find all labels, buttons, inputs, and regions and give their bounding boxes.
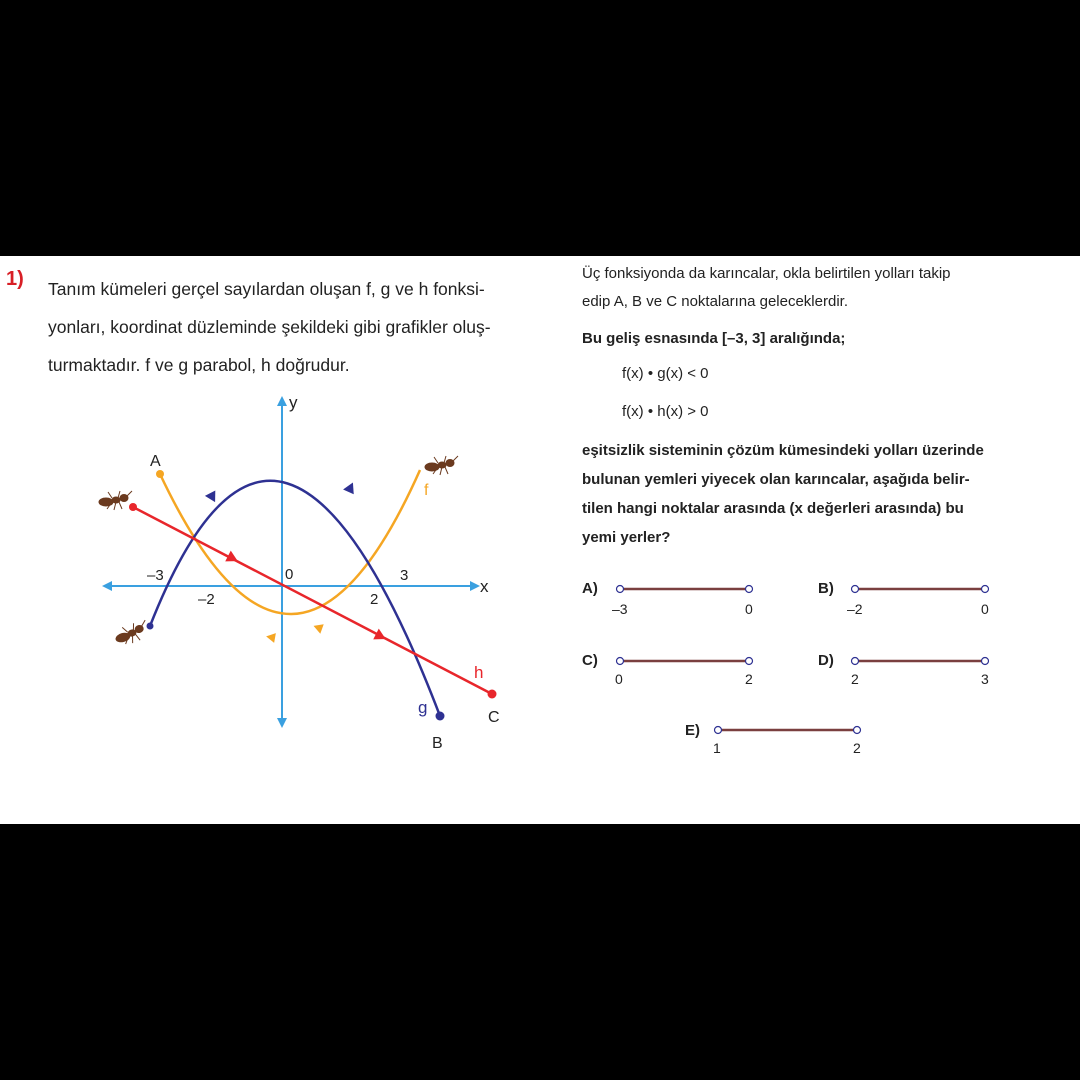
point-c-dot: [488, 690, 497, 699]
interval-sentence: Bu geliş esnasında [–3, 3] aralığında;: [582, 330, 846, 347]
open-endpoint: [617, 586, 624, 593]
question-sheet: [0, 256, 1080, 824]
question-stem: [48, 270, 558, 384]
x-tick-label: 3: [400, 567, 409, 584]
endpoint-from: 0: [615, 671, 623, 687]
open-endpoint: [746, 658, 753, 665]
option-d[interactable]: [818, 652, 989, 687]
closing-line: bulunan yemleri yiyecek olan karıncalar, aşağıda belir-: [582, 471, 970, 488]
closing-line: eşitsizlik sisteminin çözüm kümesindeki yolları üzerinde: [582, 442, 984, 459]
axis-x-label: x: [480, 577, 489, 596]
closing-line: tilen hangi noktalar arasında (x değerleri arasında) bu: [582, 500, 964, 517]
open-endpoint: [746, 586, 753, 593]
stem-line: turmaktadır. f ve g parabol, h doğrudur.: [48, 355, 350, 375]
function-graph: [80, 381, 520, 761]
inequality-2: f(x) • h(x) > 0: [622, 403, 709, 420]
question-number: 1): [6, 268, 24, 290]
option-c[interactable]: [582, 652, 753, 687]
endpoint-from: 2: [851, 671, 859, 687]
g-arrow-2: [343, 483, 359, 498]
open-endpoint: [982, 658, 989, 665]
option-a[interactable]: [582, 580, 753, 617]
x-tick-label: –2: [198, 591, 215, 608]
inequality-1: f(x) • g(x) < 0: [622, 365, 709, 382]
ant-icon: [425, 456, 458, 475]
endpoint-to: 2: [853, 740, 861, 756]
point-a-dot: [156, 470, 164, 478]
line-h: [133, 507, 492, 694]
axis-y-label: y: [289, 393, 298, 412]
intro-line: Üç fonksiyonda da karıncalar, okla belirtilen yolları takip: [582, 265, 951, 282]
option-letter: A): [582, 580, 598, 597]
option-letter: E): [685, 722, 700, 739]
open-endpoint: [852, 658, 859, 665]
endpoint-from: –2: [847, 601, 863, 617]
closing-text: [582, 436, 1062, 552]
g-start-dot: [147, 623, 154, 630]
ant-icon: [99, 491, 132, 510]
option-letter: B): [818, 580, 834, 597]
f-arrow-2: [312, 621, 324, 633]
curve-f-label: f: [424, 482, 429, 499]
stem-line: Tanım kümeleri gerçel sayılardan oluşan f, g ve h fonksi-: [48, 279, 485, 299]
open-endpoint: [617, 658, 624, 665]
f-arrow-1: [265, 632, 276, 643]
ant-icon: [113, 620, 150, 647]
question-continuation: [582, 260, 1062, 552]
endpoint-to: 2: [745, 671, 753, 687]
endpoint-from: –3: [612, 601, 628, 617]
open-endpoint: [715, 727, 722, 734]
g-arrow-1: [205, 487, 220, 502]
option-letter: D): [818, 652, 834, 669]
open-endpoint: [854, 727, 861, 734]
closing-line: yemi yerler?: [582, 529, 671, 546]
option-letter: C): [582, 652, 598, 669]
option-b[interactable]: [818, 580, 989, 617]
option-e[interactable]: [685, 722, 861, 756]
h-arrow-1: [225, 551, 240, 567]
x-tick-label: 2: [370, 591, 379, 608]
point-c-label: C: [488, 709, 500, 726]
intro-line: edip A, B ve C noktalarına geleceklerdir.: [582, 293, 848, 310]
open-endpoint: [852, 586, 859, 593]
endpoint-from: 1: [713, 740, 721, 756]
open-endpoint: [982, 586, 989, 593]
answer-options: [570, 566, 1010, 766]
stem-line: yonları, koordinat düzleminde şekildeki gibi grafikler oluş-: [48, 317, 491, 337]
h-start-dot: [129, 503, 137, 511]
endpoint-to: 0: [981, 601, 989, 617]
point-b-label: B: [432, 735, 443, 752]
endpoint-to: 0: [745, 601, 753, 617]
origin-label: 0: [285, 566, 294, 583]
curve-g-label: g: [418, 698, 428, 717]
endpoint-to: 3: [981, 671, 989, 687]
h-arrow-2: [373, 629, 388, 645]
point-a-label: A: [150, 453, 161, 470]
line-h-label: h: [474, 663, 484, 682]
x-tick-label: –3: [147, 567, 164, 584]
point-b-dot: [436, 712, 445, 721]
